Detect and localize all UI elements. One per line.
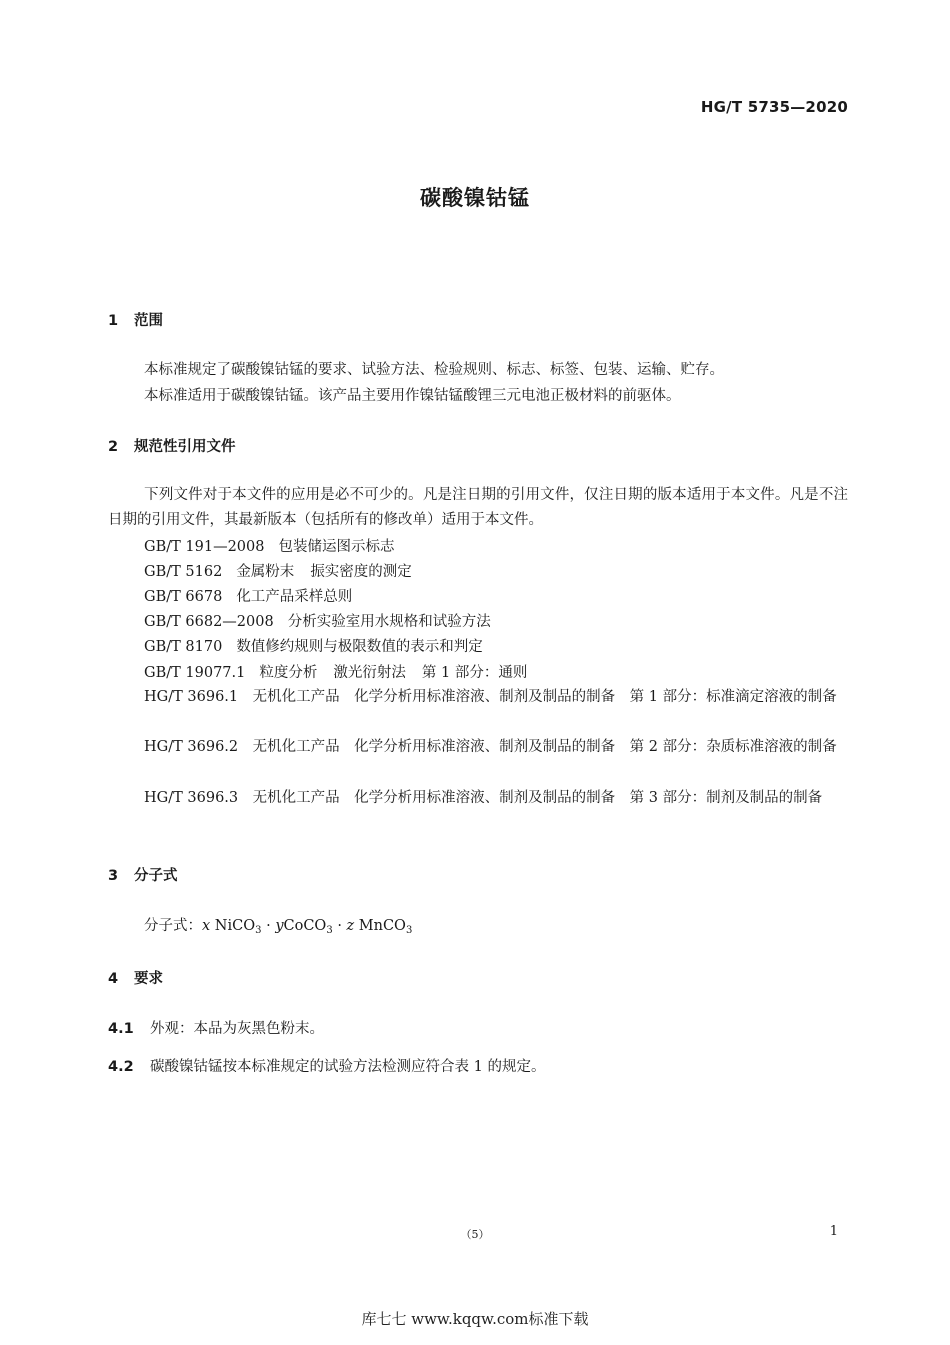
watermark-text: 库七七 www.kqqw.com标准下载 [361, 1310, 589, 1328]
section-4-title: 要求 [134, 971, 163, 987]
reference-title: 分析实验室用水规格和试验方法 [287, 614, 491, 630]
reference-item [144, 635, 483, 656]
section-3-number: 3 [108, 868, 119, 884]
reference-title: 金属粉末 振实密度的测定 [236, 564, 412, 580]
section-3-heading [108, 864, 178, 885]
page-number: 1 [829, 1224, 838, 1239]
reference-code: GB/T 191—2008 [144, 539, 265, 555]
reference-text: HG/T 3696.1 无机化工产品 化学分析用标准溶液、制剂及制品的制备 第 1 部分：标准滴定溶液的制备 [144, 689, 837, 705]
section-2-number: 2 [108, 439, 119, 455]
clause-text: 碳酸镍钴锰按本标准规定的试验方法检测应符合表 1 的规定。 [150, 1059, 546, 1075]
reference-item [144, 585, 352, 606]
reference-item [144, 535, 394, 556]
clause-4-2 [108, 1055, 545, 1076]
section-1-title: 范围 [134, 313, 163, 329]
reference-text: HG/T 3696.3 无机化工产品 化学分析用标准溶液、制剂及制品的制备 第 3 部分：制剂及制品的制备 [144, 790, 823, 806]
clause-text: 外观：本品为灰黑色粉末。 [150, 1021, 324, 1037]
normative-intro [108, 483, 848, 533]
scope-paragraph-2: 本标准适用于碳酸镍钴锰。该产品主要用作镍钴锰酸锂三元电池正极材料的前驱体。 [144, 388, 681, 404]
reference-item [144, 661, 527, 682]
clause-number: 4.2 [108, 1059, 134, 1075]
reference-code: GB/T 6678 [144, 589, 223, 605]
reference-code: GB/T 19077.1 [144, 665, 246, 681]
section-2-heading [108, 435, 236, 456]
reference-item [144, 610, 491, 631]
section-4-number: 4 [108, 971, 119, 987]
reference-title: 粒度分析 激光衍射法 第 1 部分：通则 [259, 665, 528, 681]
clause-number: 4.1 [108, 1021, 134, 1037]
molecular-formula: 分子式：x NiCO$_3$ · yCoCO$_3$ · z MnCO$_3$ [144, 918, 413, 936]
reference-code: GB/T 5162 [144, 564, 223, 580]
section-1-heading [108, 309, 163, 330]
document-title: 碳酸镍钴锰 [420, 186, 530, 210]
clause-4-1 [108, 1017, 324, 1038]
scope-paragraph-1: 本标准规定了碳酸镍钴锰的要求、试验方法、检验规则、标志、标签、包装、运输、贮存。 [144, 362, 724, 378]
standard-number: HG/T 5735—2020 [700, 98, 848, 116]
reference-title: 数值修约规则与极限数值的表示和判定 [236, 639, 483, 655]
reference-code: GB/T 6682—2008 [144, 614, 274, 630]
footer-center-mark: （5） [460, 1228, 490, 1241]
formula-label: 分子式： [144, 918, 202, 934]
section-2-title: 规范性引用文件 [134, 439, 236, 455]
reference-item [144, 560, 412, 581]
reference-item-long [108, 685, 848, 710]
reference-title: 化工产品采样总则 [236, 589, 353, 605]
reference-code: GB/T 8170 [144, 639, 223, 655]
section-1-number: 1 [108, 313, 119, 329]
normative-intro-text: 下列文件对于本文件的应用是必不可少的。凡是注日期的引用文件，仅注日期的版本适用于本文件。凡是不注日期的引用文件，其最新版本（包括所有的修改单）适用于本文件。 [108, 487, 848, 529]
section-3-title: 分子式 [134, 868, 178, 884]
section-4-heading [108, 967, 163, 988]
reference-text: HG/T 3696.2 无机化工产品 化学分析用标准溶液、制剂及制品的制备 第 2 部分：杂质标准溶液的制备 [144, 739, 837, 755]
reference-item-long [108, 735, 848, 760]
reference-title: 包装储运图示标志 [278, 539, 395, 555]
reference-item-long [108, 786, 848, 811]
